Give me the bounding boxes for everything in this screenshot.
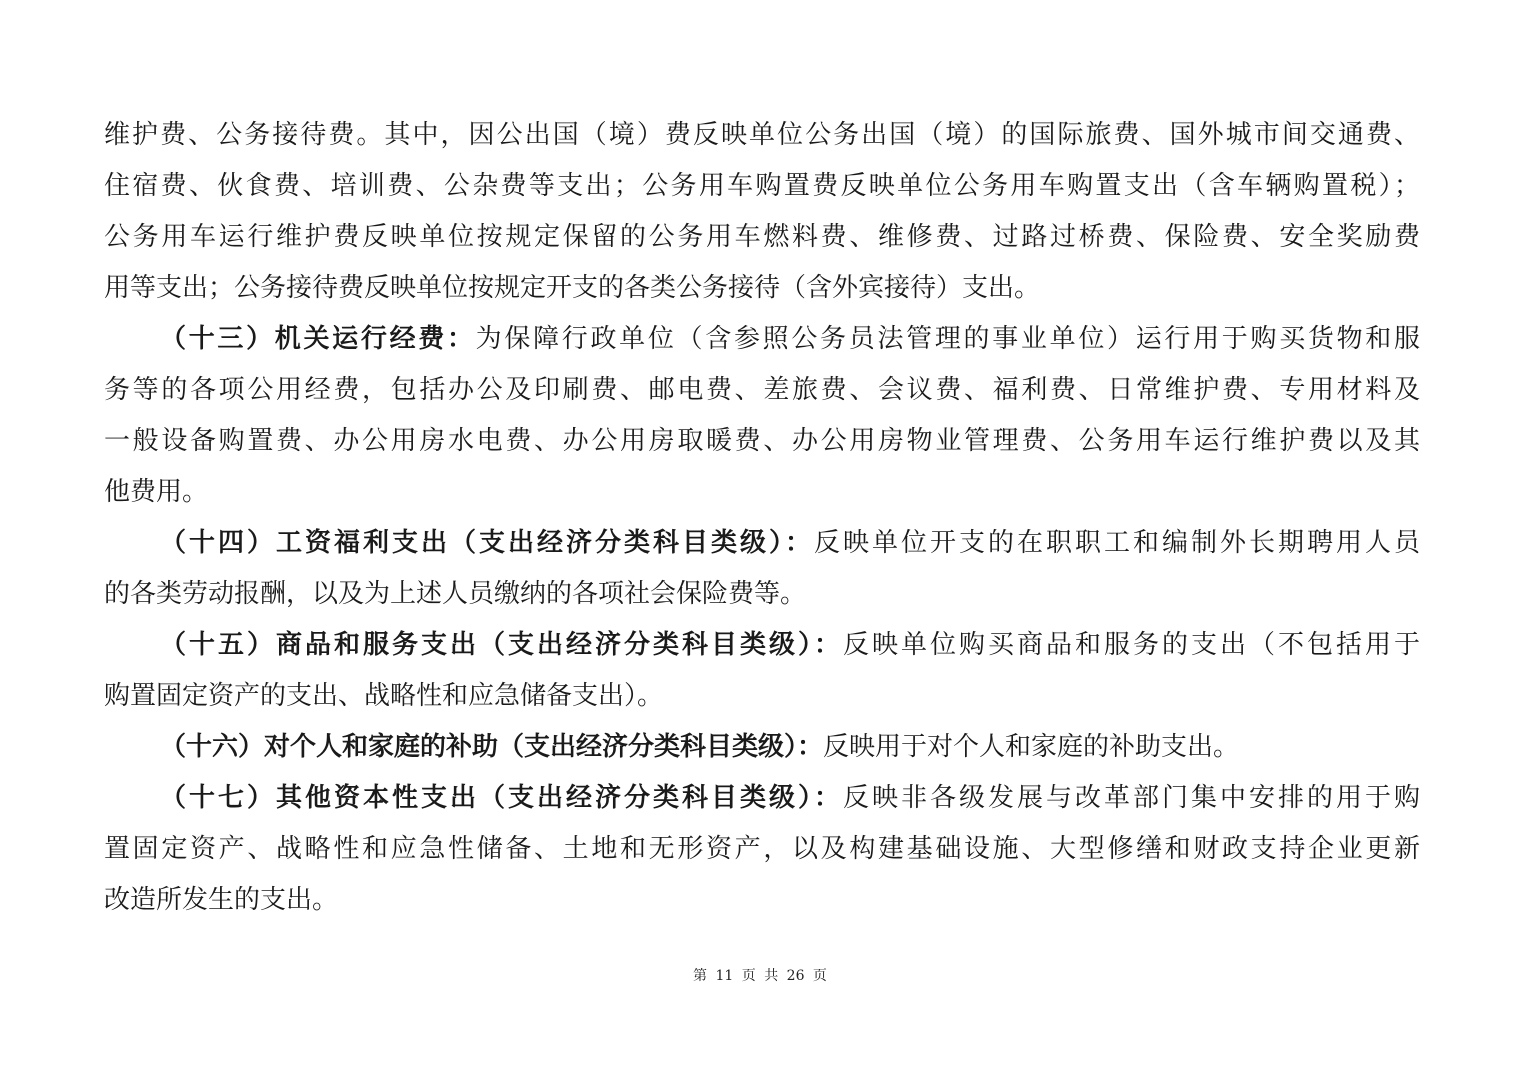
paragraph-line: 的各类劳动报酬，以及为上述人员缴纳的各项社会保险费等。 — [104, 579, 807, 609]
section-15-first-line — [104, 620, 1420, 671]
page-number-footer: 第 11 页 共 26 页 — [693, 968, 827, 984]
document-body — [104, 110, 1420, 926]
section-14-first-line — [104, 518, 1420, 569]
section-17-first-line — [104, 773, 1420, 824]
paragraph-line: 购置固定资产的支出、战略性和应急储备支出）。 — [104, 681, 664, 711]
paragraph-line: 改造所发生的支出。 — [104, 885, 339, 915]
paragraph-line: 维护费、公务接待费。其中，因公出国（境）费反映单位公务出国（境）的国际旅费、国外城市间交通费、 — [104, 120, 1420, 150]
section-15-heading: （十五）商品和服务支出（支出经济分类科目类级）： — [160, 630, 843, 660]
paragraph-line: 用等支出；公务接待费反映单位按规定开支的各类公务接待（含外宾接待）支出。 — [104, 273, 1041, 303]
section-16-text: 反映用于对个人和家庭的补助支出。 — [823, 732, 1240, 762]
section-16-heading: （十六）对个人和家庭的补助（支出经济分类科目类级）： — [160, 732, 824, 762]
paragraph-line: 务等的各项公用经费，包括办公及印刷费、邮电费、差旅费、会议费、福利费、日常维护费、专用材料及 — [104, 375, 1420, 405]
section-13-text: 为保障行政单位（含参照公务员法管理的事业单位）运行用于购买货物和服 — [475, 324, 1420, 354]
paragraph-line: 公务用车运行维护费反映单位按规定保留的公务用车燃料费、维修费、过路过桥费、保险费、安全奖励费 — [104, 222, 1420, 252]
section-17-text: 反映非各级发展与改革部门集中安排的用于购 — [843, 783, 1420, 813]
paragraph-line: 一般设备购置费、办公用房水电费、办公用房取暖费、办公用房物业管理费、公务用车运行维护费以及其 — [104, 426, 1420, 456]
section-16-first-line — [104, 722, 1420, 773]
paragraph-line: 他费用。 — [104, 477, 209, 507]
section-13-first-line — [104, 314, 1420, 365]
section-17-heading: （十七）其他资本性支出（支出经济分类科目类级）： — [160, 783, 843, 813]
section-14-text: 反映单位开支的在职职工和编制外长期聘用人员 — [814, 528, 1420, 558]
section-14-heading: （十四）工资福利支出（支出经济分类科目类级）： — [160, 528, 814, 558]
section-15-text: 反映单位购买商品和服务的支出（不包括用于 — [843, 630, 1420, 660]
paragraph-line: 住宿费、伙食费、培训费、公杂费等支出；公务用车购置费反映单位公务用车购置支出（含车辆购置税）； — [104, 171, 1420, 201]
section-13-heading: （十三）机关运行经费： — [160, 324, 476, 354]
paragraph-line: 置固定资产、战略性和应急性储备、土地和无形资产，以及构建基础设施、大型修缮和财政支持企业更新 — [104, 834, 1420, 864]
